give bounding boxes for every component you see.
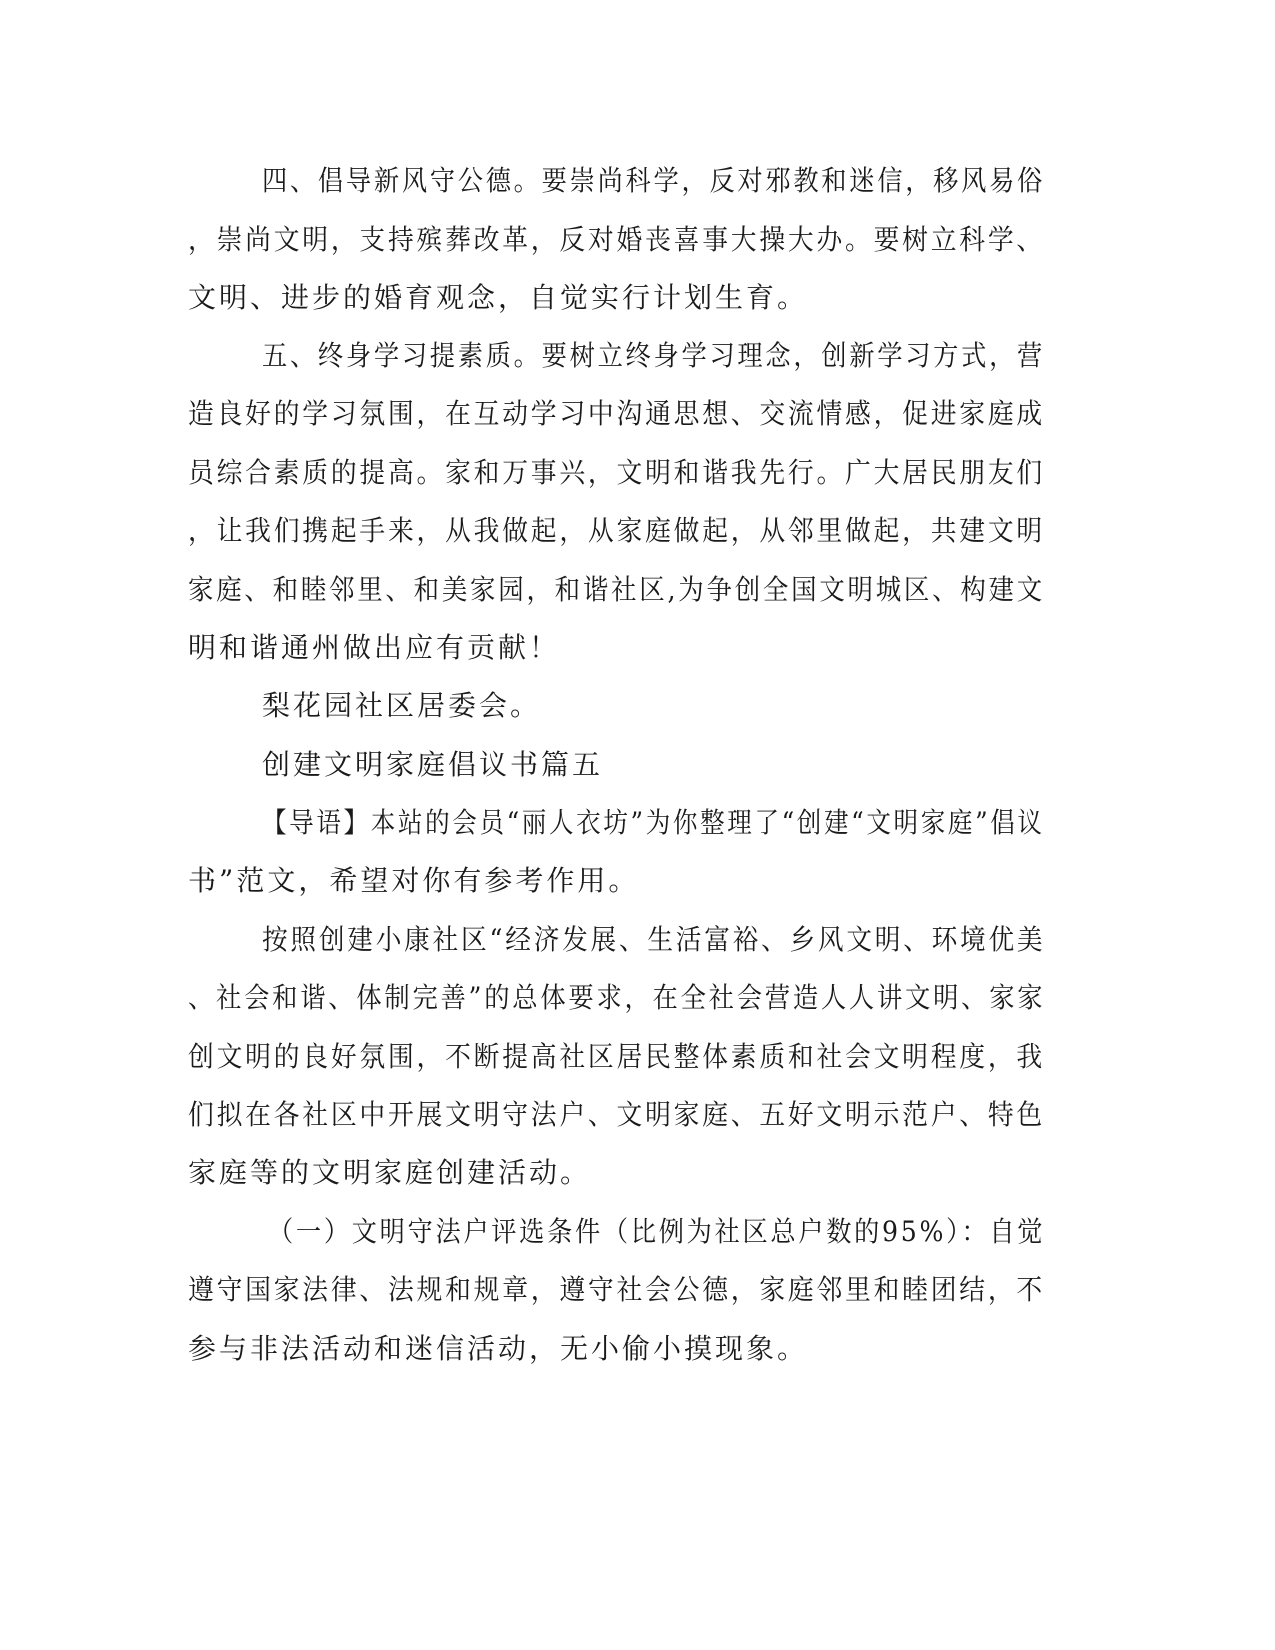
section-title: 创建文明家庭倡议书篇五 [262,748,604,781]
intro-line: 【导语】本站的会员“丽人衣坊”为你整理了“创建“文明家庭”倡议 [262,806,1045,839]
paragraph-line: 们拟在各社区中开展文明守法户、文明家庭、五好文明示范户、特色 [188,1098,1046,1131]
paragraph-line: ，让我们携起手来，从我做起，从家庭做起，从邻里做起，共建文明 [188,514,1046,547]
paragraph-line: 五、终身学习提素质。要树立终身学习理念，创新学习方式，营 [262,339,1046,372]
paragraph-line: 家庭、和睦邻里、和美家园，和谐社区,为争创全国文明城区、构建文 [188,573,1045,606]
paragraph-line: 按照创建小康社区“经济发展、生活富裕、乡风文明、环境优美 [262,923,1046,956]
paragraph-line: 创文明的良好氛围，不断提高社区居民整体素质和社会文明程度，我 [188,1040,1046,1073]
paragraph-line: （一）文明守法户评选条件（比例为社区总户数的95%）：自觉 [268,1215,1046,1248]
paragraph-line: 文明、进步的婚育观念，自觉实行计划生育。 [188,281,809,314]
paragraph-line: 、社会和谐、体制完善”的总体要求，在全社会营造人人讲文明、家家 [188,981,1046,1014]
paragraph-line: 遵守国家法律、法规和规章，遵守社会公德，家庭邻里和睦团结，不 [188,1273,1046,1306]
intro-line: 书”范文，希望对你有参考作用。 [188,864,640,897]
paragraph-line: 四、倡导新风守公德。要崇尚科学，反对邪教和迷信，移风易俗 [262,164,1046,197]
signature-line: 梨花园社区居委会。 [262,689,542,722]
paragraph-line: 造良好的学习氛围，在互动学习中沟通思想、交流情感，促进家庭成 [188,397,1046,430]
paragraph-line: 参与非法活动和迷信活动，无小偷小摸现象。 [188,1332,809,1365]
paragraph-line: ，崇尚文明，支持殡葬改革，反对婚丧喜事大操大办。要树立科学、 [188,223,1046,256]
paragraph-line: 员综合素质的提高。家和万事兴，文明和谐我先行。广大居民朋友们 [188,456,1046,489]
paragraph-line: 明和谐通州做出应有贡献！ [188,631,561,664]
paragraph-line: 家庭等的文明家庭创建活动。 [188,1156,592,1189]
